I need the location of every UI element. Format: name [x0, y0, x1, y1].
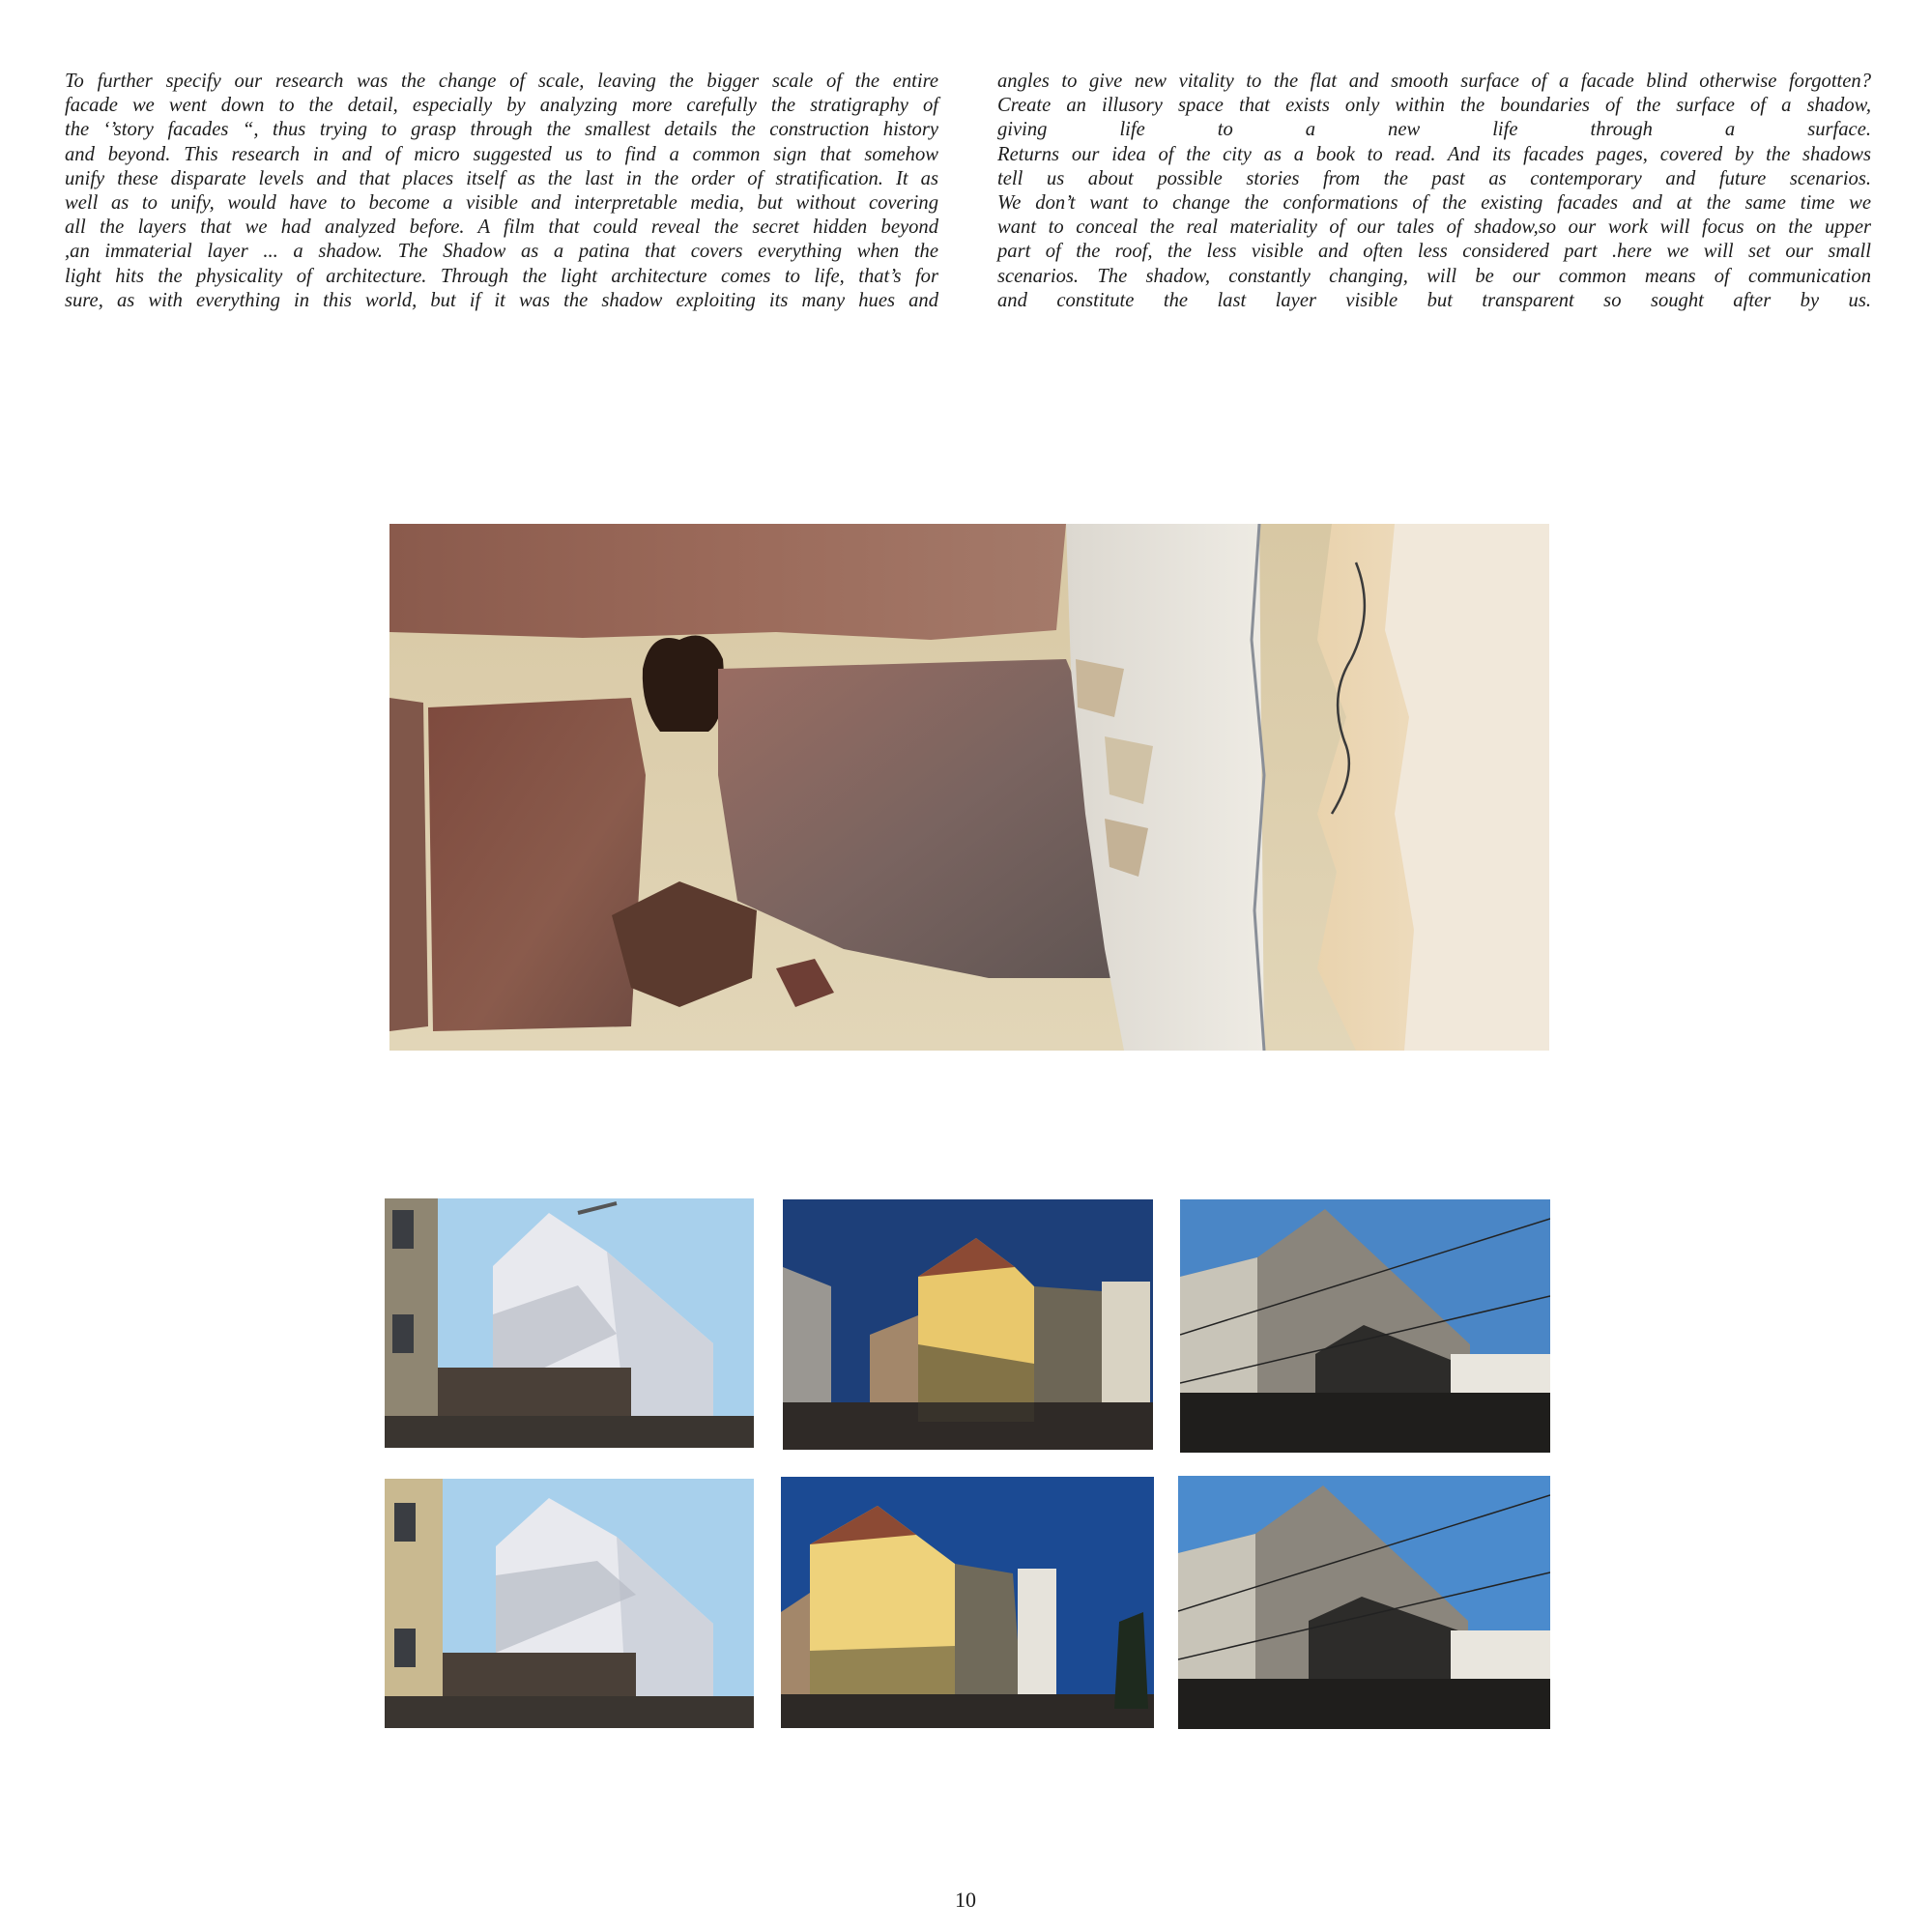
text-line: Returns our idea of the city as a book to read. And its facades pages, covered by the shadows	[997, 143, 1871, 165]
text-line: ,an immaterial layer ... a shadow. The Shadow as a patina that covers everything when the	[65, 241, 938, 263]
text-line: the ‘’story facades “, thus trying to grasp through the smallest details the construction history	[65, 119, 938, 141]
text-line: angles to give new vitality to the flat and smooth surface of a facade blind otherwise forgotten?	[997, 71, 1871, 92]
text-line: Create an illusory space that exists only within the boundaries of the surface of a shadow,	[997, 95, 1871, 117]
page-number: 10	[955, 1888, 976, 1912]
text-line: and beyond. This research in and of micro suggested us to find a common sign that somehow	[65, 143, 938, 165]
text-line: well as to unify, would have to become a visible and interpretable media, but without covering	[65, 192, 938, 215]
text-line: tell us about possible stories from the past as contemporary and future scenarios.	[997, 167, 1871, 189]
text-column-right	[997, 70, 1871, 313]
text-line: light hits the physicality of architecture. Through the light architecture comes to life, that’s for	[65, 265, 938, 287]
text-line: We don’t want to change the conformations of the existing facades and at the same time we	[997, 192, 1871, 215]
white-facade-shadow-photo-1	[385, 1198, 754, 1448]
text-line: part of the roof, the less visible and often less considered part .here we will set our small	[997, 241, 1871, 263]
close-up-brick-wall-photo	[389, 524, 1549, 1051]
yellow-facade-scaffolding-photo-1	[783, 1199, 1153, 1450]
text-column-left	[65, 70, 938, 313]
text-line: giving life to a new life through a surface.	[997, 119, 1871, 141]
yellow-facade-scaffolding-photo-2	[781, 1477, 1154, 1728]
text-line: want to conceal the real materiality of our tales of shadow,so our work will focus on the upper	[997, 216, 1871, 239]
white-facade-shadow-photo-2	[385, 1479, 754, 1728]
shingled-gable-shadow-photo-1	[1180, 1199, 1550, 1453]
text-line: all the layers that we had analyzed before. A film that could reveal the secret hidden beyond	[65, 216, 938, 239]
text-line: unify these disparate levels and that places itself as the last in the order of stratification. It as	[65, 167, 938, 189]
text-line: facade we went down to the detail, especially by analyzing more carefully the stratigraphy of	[65, 95, 938, 117]
text-line: To further specify our research was the change of scale, leaving the bigger scale of the entire	[65, 71, 938, 92]
text-line: scenarios. The shadow, constantly changing, will be our common means of communication	[997, 265, 1871, 287]
text-line: and constitute the last layer visible but transparent so sought after by us.	[997, 289, 1871, 311]
shingled-gable-shadow-photo-2	[1178, 1476, 1550, 1729]
text-line: sure, as with everything in this world, but if it was the shadow exploiting its many hues and	[65, 289, 938, 311]
